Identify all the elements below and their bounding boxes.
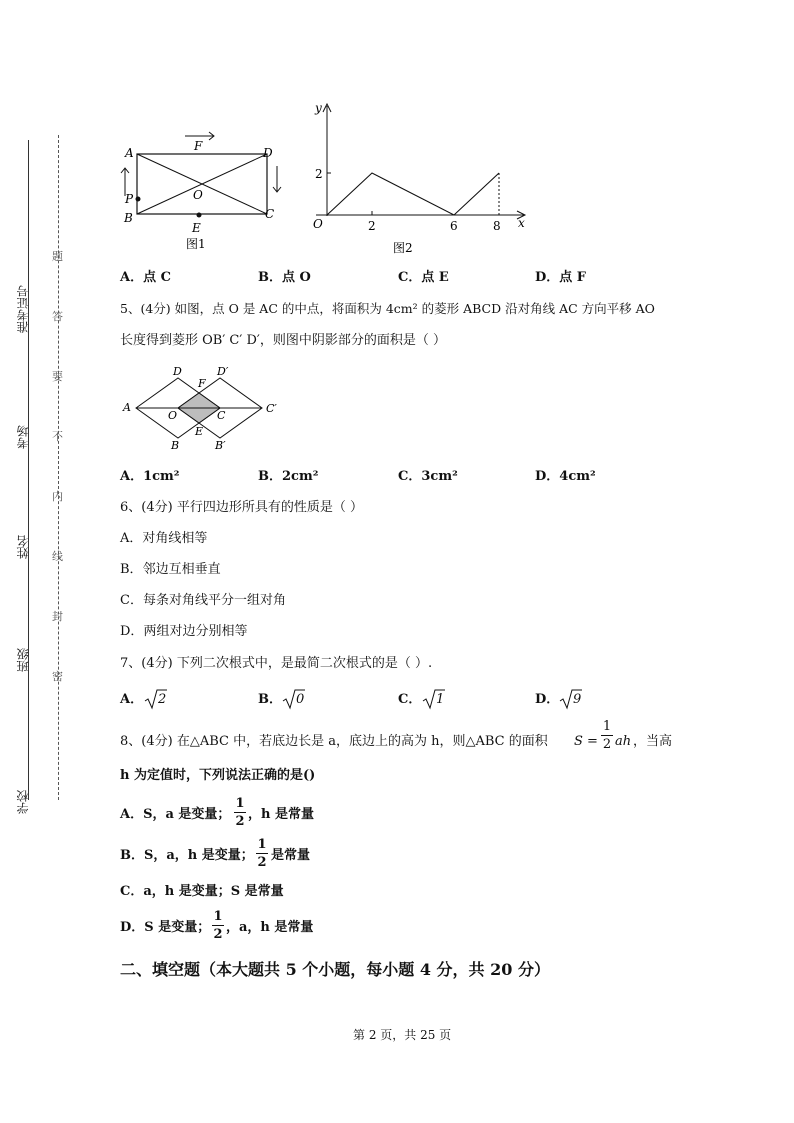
q5-label-b: B — [171, 439, 180, 452]
q5-option-d[interactable]: D．4cm² — [535, 469, 596, 484]
frac-numerator: 1 — [602, 719, 612, 734]
q5-label-d: D — [173, 365, 182, 378]
frac-denominator: 2 — [235, 814, 245, 829]
frac-denominator: 2 — [213, 927, 223, 942]
fig2-caption: 图2 — [393, 241, 413, 255]
q7-radicand-d: 9 — [573, 692, 582, 707]
q8-option-d-post: ，a，h 是常量 — [226, 920, 314, 935]
fig1-label-e: E — [192, 221, 201, 235]
seal-char: 不 — [52, 430, 63, 443]
q5-stem-line1: 5、(4分) 如图，点 O 是 AC 的中点，将面积为 4cm² 的菱形 ABCD 沿对角线 AC 方向平移 AO — [120, 301, 655, 316]
q6-option-c[interactable]: C．每条对角线平分一组对角 — [120, 593, 286, 608]
tick-label-x-2: 2 — [368, 219, 376, 233]
q5-label-c: C — [217, 409, 226, 422]
q4-option-b[interactable]: B．点 O — [258, 270, 311, 285]
fig1-label-c: C — [265, 207, 275, 221]
q8-option-b-post: 是常量 — [271, 848, 311, 863]
figure1 — [112, 126, 292, 256]
q7-radicand-c: 1 — [436, 692, 445, 707]
label-school: 学校 — [16, 790, 30, 814]
q5-option-a[interactable]: A．1cm² — [120, 469, 180, 484]
q8-option-d-fraction — [212, 909, 224, 942]
label-x: x — [518, 216, 525, 230]
q5-stem-line2: 长度得到菱形 OB′ C′ D′，则图中阴影部分的面积是（ ） — [120, 333, 446, 348]
q8-formula-lhs: S = — [574, 734, 598, 749]
frac-denominator: 2 — [257, 855, 267, 870]
label-name: 姓名 — [16, 535, 30, 559]
q8-option-b[interactable]: B．S，a，h 是变量； — [120, 848, 254, 863]
section2-title: 二、填空题（本大题共 5 个小题，每小题 4 分，共 20 分） — [120, 960, 550, 979]
q6-option-a[interactable]: A．对角线相等 — [120, 531, 208, 546]
q4-option-c[interactable]: C．点 E — [398, 270, 449, 285]
point-p — [136, 197, 141, 202]
point-e — [197, 213, 202, 218]
q8-option-a-fraction — [234, 796, 246, 829]
q5-label-d-prime: D′ — [217, 365, 229, 378]
q5-label-e: E — [195, 425, 204, 438]
q7-radicand-a: 2 — [158, 692, 167, 707]
fig1-label-p: P — [125, 192, 134, 206]
q5-label-a: A — [123, 401, 131, 414]
q5-label-f: F — [198, 377, 206, 390]
q7-option-b[interactable]: B． — [258, 692, 282, 707]
frac-numerator: 1 — [257, 837, 267, 852]
graph-line — [327, 173, 499, 215]
q8-option-c[interactable]: C．a，h 是变量；S 是常量 — [120, 884, 284, 899]
q5-option-b[interactable]: B．2cm² — [258, 469, 319, 484]
fig1-label-b: B — [124, 211, 133, 225]
fig1-label-f: F — [194, 139, 203, 153]
frac-numerator: 1 — [235, 796, 245, 811]
label-exam-room: 考场 — [16, 425, 30, 449]
q6-option-d[interactable]: D．两组对边分别相等 — [120, 624, 248, 639]
page-footer: 第 2 页，共 25 页 — [353, 1028, 452, 1042]
label-origin: O — [313, 217, 323, 231]
q5-label-b-prime: B′ — [215, 439, 226, 452]
q8-stem-part1: 8、(4分) 在△ABC 中，若底边长是 a，底边上的高为 h，则△ABC 的面积 — [120, 734, 548, 749]
label-class: 班级 — [16, 648, 30, 672]
seal-char: 题 — [52, 250, 63, 263]
q4-option-a[interactable]: A．点 C — [120, 270, 171, 285]
margin-solid-line — [28, 140, 29, 800]
q5-label-c-prime: C′ — [266, 402, 277, 415]
figure2 — [306, 98, 536, 260]
fig1-label-o: O — [193, 188, 203, 202]
q5-figure — [118, 362, 290, 454]
tick-label-x-6: 6 — [450, 219, 458, 233]
seal-char: 答 — [52, 310, 63, 323]
seal-char: 要 — [52, 370, 63, 383]
q7-stem: 7、(4分) 下列二次根式中，是最简二次根式的是（ ）. — [120, 656, 433, 671]
q7-option-a[interactable]: A． — [120, 692, 144, 707]
label-y: y — [315, 101, 322, 115]
fig1-caption: 图1 — [186, 237, 206, 251]
fig1-label-a: A — [125, 146, 134, 160]
q7-radicand-b: 0 — [296, 692, 305, 707]
margin-dashed-line — [58, 135, 59, 800]
q6-option-b[interactable]: B．邻边互相垂直 — [120, 562, 221, 577]
q8-formula-fraction — [601, 719, 613, 752]
seal-char: 密 — [52, 670, 63, 683]
q8-option-a[interactable]: A．S，a 是变量； — [120, 807, 231, 822]
q7-option-c[interactable]: C． — [398, 692, 422, 707]
tick-label-y-2: 2 — [315, 167, 323, 181]
q8-option-b-fraction — [256, 837, 268, 870]
q8-stem-part2: ，当高 — [633, 734, 673, 749]
seal-char: 内 — [52, 490, 63, 503]
tick-label-x-8: 8 — [493, 219, 501, 233]
q8-stem-line2: h 为定值时，下列说法正确的是() — [120, 768, 316, 783]
q4-option-d[interactable]: D．点 F — [535, 270, 587, 285]
seal-char: 线 — [52, 550, 63, 563]
q5-label-o: O — [168, 409, 178, 422]
label-exam-id: 准考证号 — [16, 285, 30, 333]
frac-denominator: 2 — [602, 737, 612, 752]
q8-formula-rhs: ah — [615, 734, 632, 749]
q8-option-d[interactable]: D．S 是变量； — [120, 920, 211, 935]
q5-option-c[interactable]: C．3cm² — [398, 469, 458, 484]
fig1-label-d: D — [263, 146, 273, 160]
q7-option-d[interactable]: D． — [535, 692, 560, 707]
frac-numerator: 1 — [213, 909, 223, 924]
seal-char: 封 — [52, 610, 63, 623]
q6-stem: 6、(4分) 平行四边形所具有的性质是（ ） — [120, 500, 363, 515]
q8-option-a-post: ，h 是常量 — [248, 807, 314, 822]
